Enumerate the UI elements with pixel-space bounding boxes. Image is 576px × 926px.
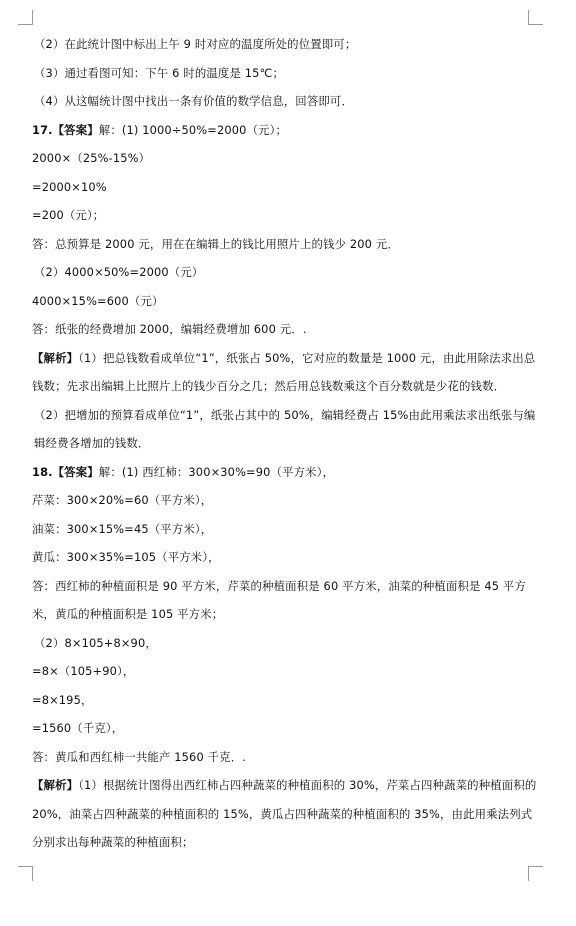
- analysis-paragraph-17: 【解析】（1）把总钱数看成单位“1”，纸张占 50%，它对应的数量是 1000 元，由此用除法求出总钱数；先求出编辑上比照片上的钱少百分之几；然后用总钱数乘这个百分数就是少花的钱数．: [32, 350, 536, 393]
- text-line: 2000×（25%-15%）: [32, 151, 151, 165]
- text-line: =8×（105+90），: [32, 664, 135, 678]
- text-line: 4000×15%=600（元）: [32, 293, 164, 308]
- answer-heading-18: 18.【答案】解：(1) 西红柿：300×30%=90（平方米），: [32, 464, 335, 479]
- text-line: 答：黄瓜和西红柿一共能产 1560 千克．.: [32, 749, 247, 764]
- analysis-label: 【解析】: [32, 350, 79, 365]
- answer-label: 17.【答案】: [32, 122, 99, 137]
- text-line: =8×195，: [32, 692, 93, 707]
- crop-mark-bottom-right: [528, 866, 543, 881]
- analysis-label: 【解析】: [32, 778, 79, 792]
- text-line: 答：纸张的经费增加 2000，编辑经费增加 600 元．.: [32, 322, 307, 336]
- text-paragraph: 答：西红柿的种植面积是 90 平方米，芹菜的种植面积是 60 平方米，油菜的种植面积是 45 平方米，黄瓜的种植面积是 105 平方米；: [32, 578, 527, 621]
- text-line: （2）4000×50%=2000（元）: [34, 265, 204, 279]
- crop-mark-top-right: [528, 10, 543, 25]
- text-line: （2）在此统计图中标出上午 9 时对应的温度所处的位置即可；: [34, 37, 357, 51]
- crop-mark-top-left: [18, 10, 33, 25]
- document-body: [32, 30, 540, 857]
- answer-label: 18.【答案】: [32, 464, 99, 479]
- text-line: 油菜：300×15%=45（平方米），: [32, 521, 213, 536]
- text-line: （4）从这幅统计图中找出一条有价值的数学信息，回答即可．: [34, 94, 353, 108]
- answer-heading-17: 17.【答案】解：(1) 1000÷50%=2000（元）；: [32, 122, 288, 137]
- text-line: =2000×10%: [32, 179, 107, 194]
- text-line: =1560（千克），: [32, 721, 124, 735]
- text-paragraph: （2）把增加的预算看成单位“1”，纸张占其中的 50%，编辑经费占 15%由此用乘法求出纸张与编辑经费各增加的钱数．: [34, 407, 536, 450]
- text-line: （3）通过看图可知：下午 6 时的温度是 15℃；: [34, 65, 285, 80]
- analysis-paragraph-18: 【解析】（1）根据统计图得出西红柿占四种蔬菜的种植面积的 30%，芹菜占四种蔬菜的种植面积的 20%，油菜占四种蔬菜的种植面积的 15%，黄瓜占四种蔬菜的种植面积的 35%，由此用乘法列式分别求出每种蔬菜的种植面积；: [32, 778, 537, 849]
- text-line: 黄瓜：300×35%=105（平方米），: [32, 550, 220, 564]
- text-line: 芹菜：300×20%=60（平方米），: [32, 493, 213, 507]
- text-line: =200（元）；: [32, 208, 105, 222]
- text-line: 答：总预算是 2000 元，用在在编辑上的钱比用照片上的钱少 200 元．: [32, 236, 399, 251]
- text-line: （2）8×105+8×90，: [34, 635, 157, 650]
- crop-mark-bottom-left: [18, 866, 33, 881]
